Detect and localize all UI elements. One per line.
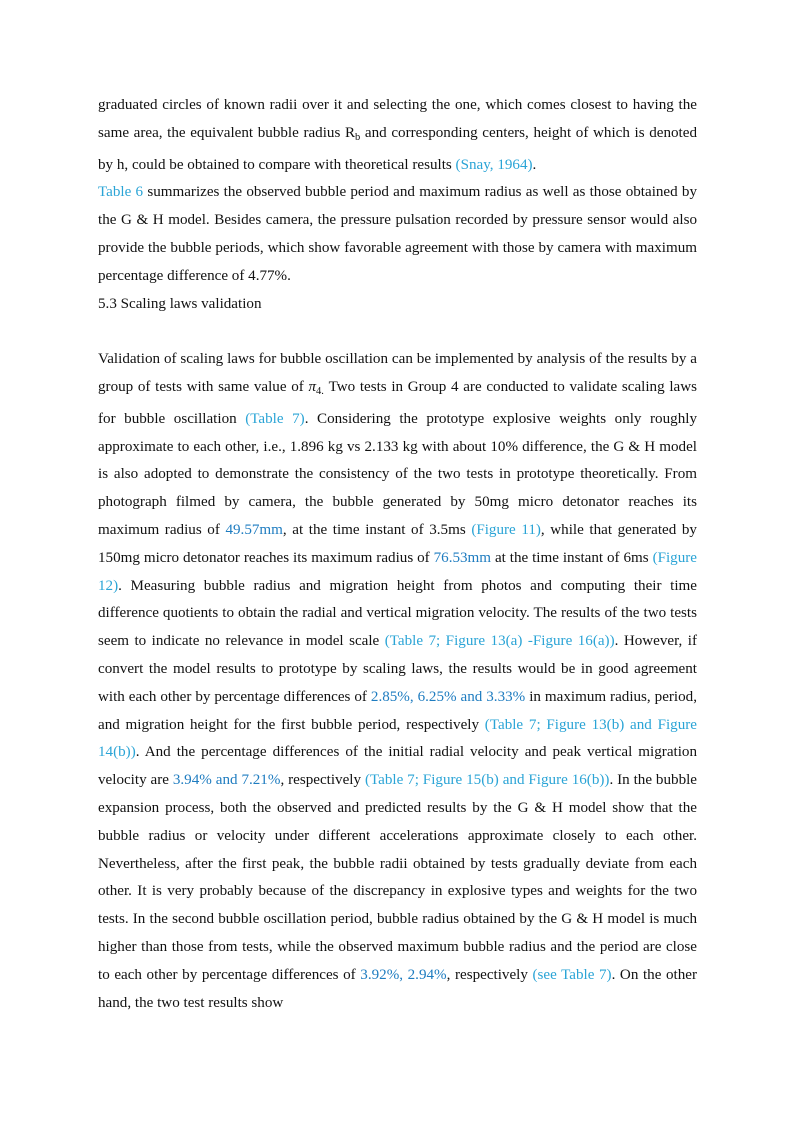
link-figure-11[interactable]: (Figure 11) xyxy=(471,521,541,538)
value-second-period-differences: 3.92%, 2.94% xyxy=(360,966,447,983)
paragraph-table-6-summary: Table 6 summarizes the observed bubble period and maximum radius as well as those obtained by the G & H model. Besides camera, the pressure pulsation recorded by pressure sensor would also provide the bubble periods, which show favorable agreement with those by camera with maximum percentage difference of 4.77%. xyxy=(98,184,698,284)
blank-line xyxy=(98,318,697,346)
pi-subscript: 4. xyxy=(316,385,324,397)
subscript-b: b xyxy=(355,131,361,143)
link-table-7-figures-13a-16a[interactable]: (Table 7; Figure 13(a) -Figure 16(a)) xyxy=(384,633,615,650)
value-max-radius-150mg: 76.53mm xyxy=(433,549,492,566)
link-table-7-figures-13b-14b[interactable]: (Table 7; Figure 13(b) and Figure 14(b)) xyxy=(98,716,697,761)
link-see-table-7[interactable]: (see Table 7) xyxy=(532,966,612,983)
section-heading: 5.3 Scaling laws validation xyxy=(98,295,262,312)
link-table-6[interactable]: Table 6 xyxy=(98,184,144,201)
link-table-7-figures-15b-16b[interactable]: (Table 7; Figure 15(b) and Figure 16(b)) xyxy=(364,772,610,789)
value-max-radius-50mg: 49.57mm xyxy=(225,521,283,538)
paragraph-scaling-laws: Validation of scaling laws for bubble oscillation can be implemented by analysis of the results by a group of tests with same value of $\pi_{4.}$ Two tests in Group 4 are conducted to validate scaling laws for bubble oscillation (Table 7). Considering the prototype explosive weights only roughly approximate to each other, i.e., 1.896 kg vs 2.133 kg with about 10% difference, the G & H model is also adopted to demonstrate the consistency of the two tests in prototype theoretically. From photograph filmed by camera, the bubble generated by 50mg micro detonator reaches its maximum radius of 49.57mm, at the time instant of 3.5ms (Figure 11), while that generated by 150mg micro detonator reaches its maximum radius of 76.53mm at the time instant of 6ms (Figure 12). Measuring bubble radius and migration height from photos and computing their time difference quotients to obtain the radial and vertical migration velocity. The results of the two tests seem to indicate no relevance in model scale (Table 7; Figure 13(a) -Figure 16(a)). However, if convert the model results to prototype by scaling laws, the results would be in good agreement with each other by percentage differences of 2.85%, 6.25% and 3.33% in maximum radius, period, and migration height for the first bubble period, respectively (Table 7; Figure 13(b) and Figure 14(b)). And the percentage differences of the initial radial velocity and peak vertical migration velocity are 3.94% and 7.21%, respectively (Table 7; Figure 15(b) and Figure 16(b)). In the bubble expansion process, both the observed and predicted results by the G & H model show that the bubble radius or velocity under different accelerations approximate closely to each other. Nevertheless, after the first peak, the bubble radii obtained by tests gradually deviate from each other. It is very probably because of the discrepancy in explosive types and weights for the two tests. In the second bubble oscillation period, bubble radius obtained by the G & H model is much higher than those from tests, while the observed maximum bubble radius and the period are close to each other by percentage differences of 3.92%, 2.94%, respectively (see Table 7). On the other hand, the two test results show xyxy=(98,351,698,1011)
pi-symbol: π xyxy=(308,378,317,395)
value-percentage-differences: 2.85%, 6.25% and 3.33% xyxy=(370,688,526,705)
link-table-7[interactable]: (Table 7) xyxy=(245,410,305,427)
paragraph-bubble-measurement: graduated circles of known radii over it and selecting the one, which comes closest to having the same area, the equivalent bubble radius $R_b$ and corresponding centers, height of which is denoted by h, could be obtained to compare with theoretical results (Snay, 1964). xyxy=(98,97,697,173)
link-figure-12[interactable]: (Figure 12) xyxy=(98,549,697,594)
value-velocity-differences: 3.94% and 7.21% xyxy=(172,772,281,789)
citation-snay-1964[interactable]: (Snay, 1964) xyxy=(455,156,533,173)
page-content xyxy=(98,92,697,1017)
